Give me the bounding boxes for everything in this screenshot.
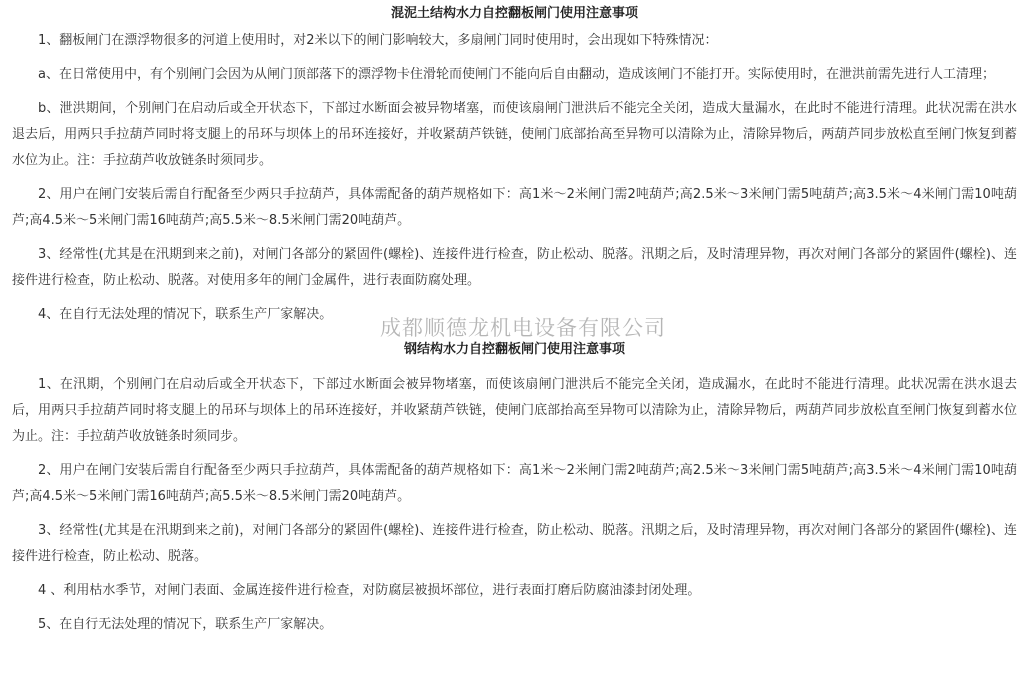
paragraph: 1、在汛期，个别闸门在启动后或全开状态下，下部过水断面会被异物堵塞，而使该扇闸门泄洪后不能完全关闭，造成漏水，在此时不能进行清理。此状况需在洪水退去后，用两只手拉葫芦同时将支腿上的吊环与坝体上的吊环连接好，并收紧葫芦铁链，使闸门底部抬高至异物可以清除为止，清除异物后，两葫芦同步放松直至闸门恢复到蓄水位为止。注：手拉葫芦收放链条时须同步。 [12, 377, 1017, 444]
paragraph: 4 、利用枯水季节，对闸门表面、金属连接件进行检查，对防腐层被损坏部位，进行表面打磨后防腐油漆封闭处理。 [38, 583, 701, 598]
section-title-concrete: 混泥土结构水力自控翻板闸门使用注意事项 [390, 6, 638, 21]
company-watermark: 成都顺德龙机电设备有限公司 [380, 316, 666, 340]
article-body [12, 0, 1017, 638]
paragraph: 5、在自行无法处理的情况下，联系生产厂家解决。 [38, 617, 333, 632]
paragraph: 1、翻板闸门在漂浮物很多的河道上使用时，对2米以下的闸门影响较大，多扇闸门同时使用时，会出现如下特殊情况： [38, 33, 718, 48]
paragraph: 4、在自行无法处理的情况下，联系生产厂家解决。 [38, 307, 333, 322]
paragraph: 2、用户在闸门安装后需自行配备至少两只手拉葫芦，具体需配备的葫芦规格如下：高1米～2米闸门需2吨葫芦;高2.5米～3米闸门需5吨葫芦;高3.5米～4米闸门需10吨葫芦;高4.5米～5米闸门需16吨葫芦;高5.5米～8.5米闸门需20吨葫芦。 [12, 463, 1017, 504]
paragraph: b、泄洪期间，个别闸门在启动后或全开状态下，下部过水断面会被异物堵塞，而使该扇闸门泄洪后不能完全关闭，造成大量漏水，在此时不能进行清理。此状况需在洪水退去后，用两只手拉葫芦同时将支腿上的吊环与坝体上的吊环连接好，并收紧葫芦铁链，使闸门底部抬高至异物可以清除为止，清除异物后，两葫芦同步放松直至闸门恢复到蓄水位为止。注：手拉葫芦收放链条时须同步。 [12, 101, 1017, 168]
paragraph: 2、用户在闸门安装后需自行配备至少两只手拉葫芦，具体需配备的葫芦规格如下：高1米～2米闸门需2吨葫芦;高2.5米～3米闸门需5吨葫芦;高3.5米～4米闸门需10吨葫芦;高4.5米～5米闸门需16吨葫芦;高5.5米～8.5米闸门需20吨葫芦。 [12, 187, 1017, 228]
paragraph: a、在日常使用中，有个别闸门会因为从闸门顶部落下的漂浮物卡住滑轮而使闸门不能向后自由翻动，造成该闸门不能打开。实际使用时，在泄洪前需先进行人工清理； [38, 67, 995, 82]
paragraph: 3、经常性(尤其是在汛期到来之前)，对闸门各部分的紧固件(螺栓)、连接件进行检查，防止松动、脱落。汛期之后，及时清理异物，再次对闸门各部分的紧固件(螺栓)、连接件进行检查，防止松动、脱落。对使用多年的闸门金属件，进行表面防腐处理。 [12, 247, 1017, 288]
paragraph: 3、经常性(尤其是在汛期到来之前)，对闸门各部分的紧固件(螺栓)、连接件进行检查，防止松动、脱落。汛期之后，及时清理异物，再次对闸门各部分的紧固件(螺栓)、连接件进行检查，防止松动、脱落。 [12, 523, 1017, 564]
section-title-steel: 钢结构水力自控翻板闸门使用注意事项 [403, 342, 625, 357]
